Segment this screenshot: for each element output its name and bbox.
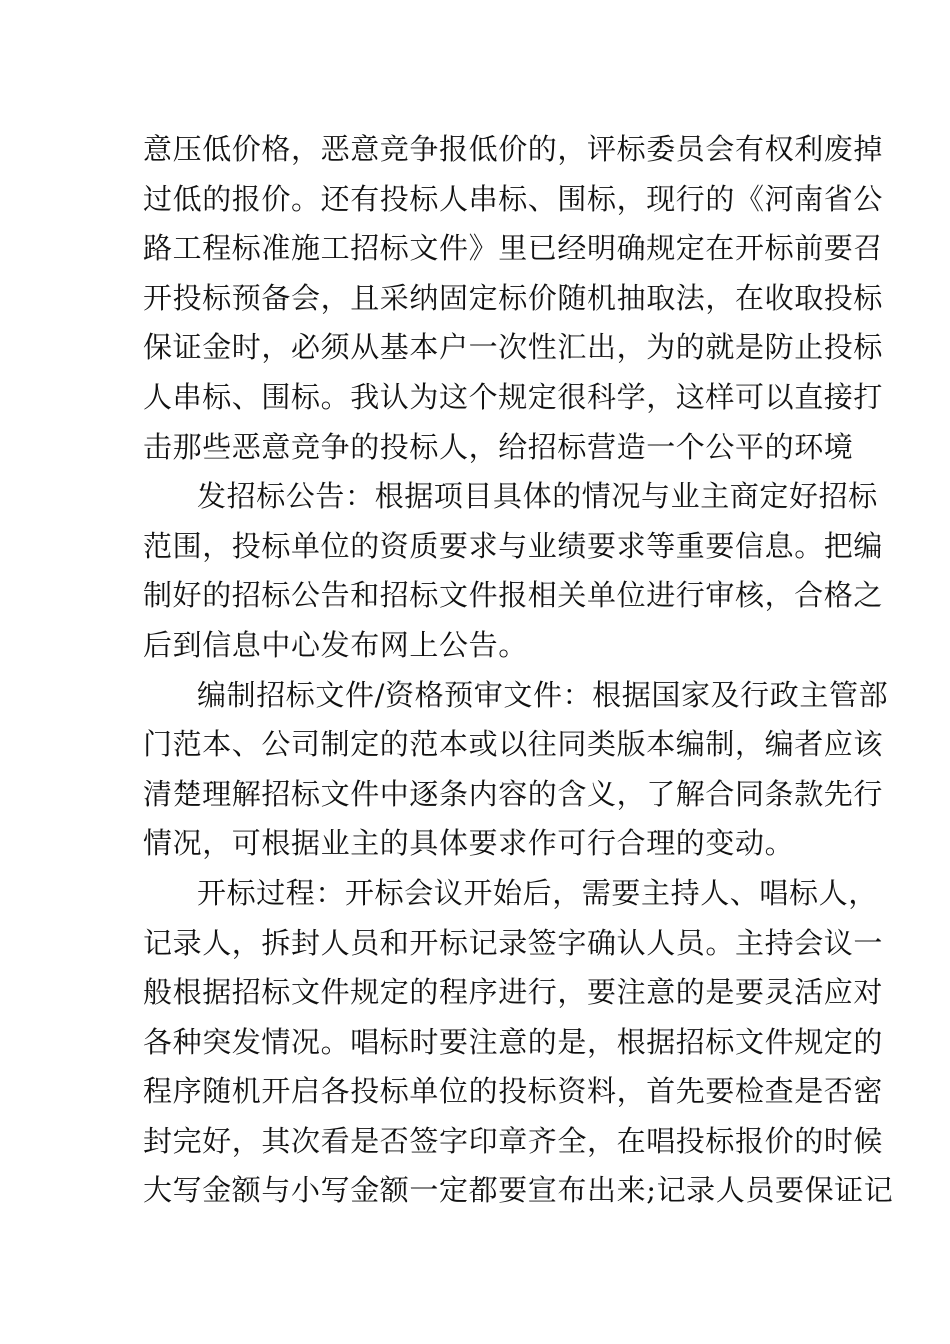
text-line: 开投标预备会，且采纳固定标价随机抽取法，在收取投标	[143, 280, 884, 315]
text-line: 开标过程：开标会议开始后，需要主持人、唱标人，	[197, 875, 878, 910]
text-line: 过低的报价。还有投标人串标、围标，现行的《河南省公	[143, 181, 884, 216]
text-line: 般根据招标文件规定的程序进行，要注意的是要灵活应对	[143, 975, 884, 1010]
text-line: 发招标公告：根据项目具体的情况与业主商定好招标	[197, 479, 878, 514]
text-line: 情况，可根据业主的具体要求作可行合理的变动。	[143, 826, 795, 861]
paragraph	[143, 472, 884, 670]
text-line: 后到信息中心发布网上公告。	[143, 627, 528, 662]
text-line: 制好的招标公告和招标文件报相关单位进行审核，合格之	[143, 578, 884, 613]
text-line: 封完好，其次看是否签字印章齐全，在唱投标报价的时候	[143, 1123, 884, 1158]
text-line: 路工程标准施工招标文件》里已经明确规定在开标前要召	[143, 231, 884, 266]
text-line: 记录人，拆封人员和开标记录签字确认人员。主持会议一	[143, 925, 884, 960]
paragraph	[143, 671, 889, 869]
paragraph	[143, 869, 894, 1216]
text-line: 程序随机开启各投标单位的投标资料，首先要检查是否密	[143, 1074, 884, 1109]
text-line: 保证金时，必须从基本户一次性汇出，为的就是防止投标	[143, 330, 884, 365]
text-line: 人串标、围标。我认为这个规定很科学，这样可以直接打	[143, 379, 884, 414]
text-line: 各种突发情况。唱标时要注意的是，根据招标文件规定的	[143, 1024, 884, 1059]
text-line: 清楚理解招标文件中逐条内容的含义，了解合同条款先行	[143, 776, 884, 811]
paragraph	[143, 125, 884, 472]
text-line: 大写金额与小写金额一定都要宣布出来;记录人员要保证记	[143, 1173, 894, 1208]
body-text	[143, 125, 894, 1216]
text-line: 击那些恶意竞争的投标人，给招标营造一个公平的环境	[143, 429, 854, 464]
text-line: 编制招标文件/资格预审文件：根据国家及行政主管部	[197, 677, 889, 712]
text-line: 范围，投标单位的资质要求与业绩要求等重要信息。把编	[143, 528, 884, 563]
text-line: 门范本、公司制定的范本或以往同类版本编制，编者应该	[143, 727, 884, 762]
text-line: 意压低价格，恶意竞争报低价的，评标委员会有权利废掉	[143, 132, 884, 166]
